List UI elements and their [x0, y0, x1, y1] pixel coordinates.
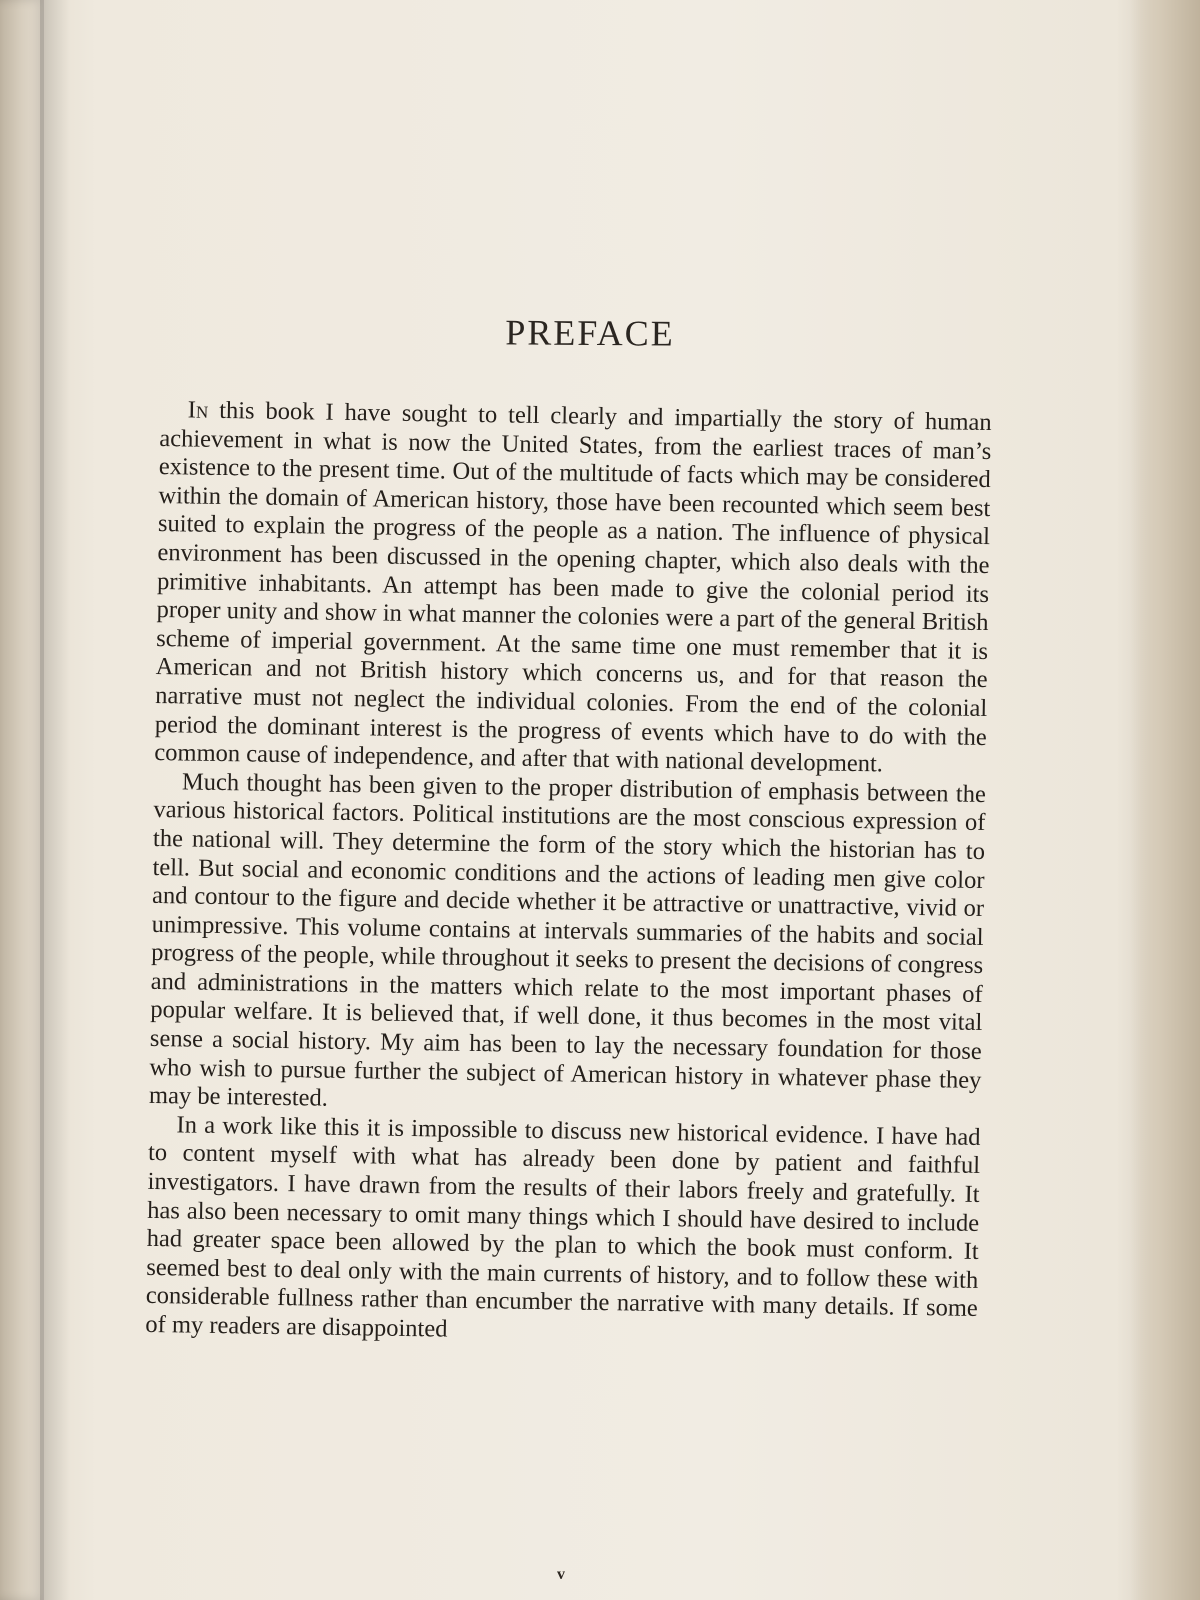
right-page-edge — [1130, 0, 1200, 1600]
paragraph-1-lead: In — [187, 396, 209, 424]
paragraph-1 — [154, 396, 992, 781]
paragraph-2: Much thought has been given to the proper distribution of emphasis between the various historical factors. Political institutions are the most conscious expression of the national will. They determine the form of the story which the historian has to tell. But social and economic conditions and the actions of leading men give color and contour to the figure and decide whether it be attractive or unattractive, vivid or unimpressive. This volume contains at intervals summaries of the habits and social progress of the people, while throughout it seeks to present the decisions of congress and administrations in the matters which relate to the most important phases of popular welfare. It is believed that, if well done, it thus becomes in the most vital sense a social history. My aim has been to lay the necessary foundation for those who wish to pursue further the subject of American history in whatever phase they may be interested. — [148, 768, 987, 1112]
page-title: PREFACE — [505, 312, 675, 354]
paragraph-3: In a work like this it is impossible to discuss new historical evidence. I have had to content myself with what has already been done by patient and faithful investigators. I have drawn from the results of their labors freely and gratefully. It has also been necessary to omit many things which I should have desired to include had greater space been allowed by the plan to which the book must conform. It seemed best to deal only with the main currents of history, and to follow these with considerable fullness rather than encumber the narrative with many details. If some of my readers are disappointed — [145, 1111, 981, 1343]
page-number: v — [557, 1566, 565, 1583]
paragraph-1-text: this book I have sought to tell clearly and impartially the story of human achievement in what is now the United States, from the earliest traces of man’s existence to the present time. Out of the multitude of facts which may be considered within the domain of American history, those have been recounted which seem best suited to explain the progress of the people as a nation. The influence of physical environment has been discussed in the opening chapter, which also deals with the primitive inhabitants. An attempt has been made to give the colonial period its proper unity and show in what manner the colonies were a part of the general British scheme of imperial government. At the same time one must remember that it is American and not British history which concerns us, and for that reason the narrative must not neglect the individual colonies. From the end of the colonial period the dominant interest is the progress of events which have to do with the common cause of independence, and after that with national development. — [154, 396, 992, 778]
book-page — [60, 20, 1130, 1600]
left-page-edge — [0, 0, 44, 1600]
preface-body — [145, 396, 992, 1353]
